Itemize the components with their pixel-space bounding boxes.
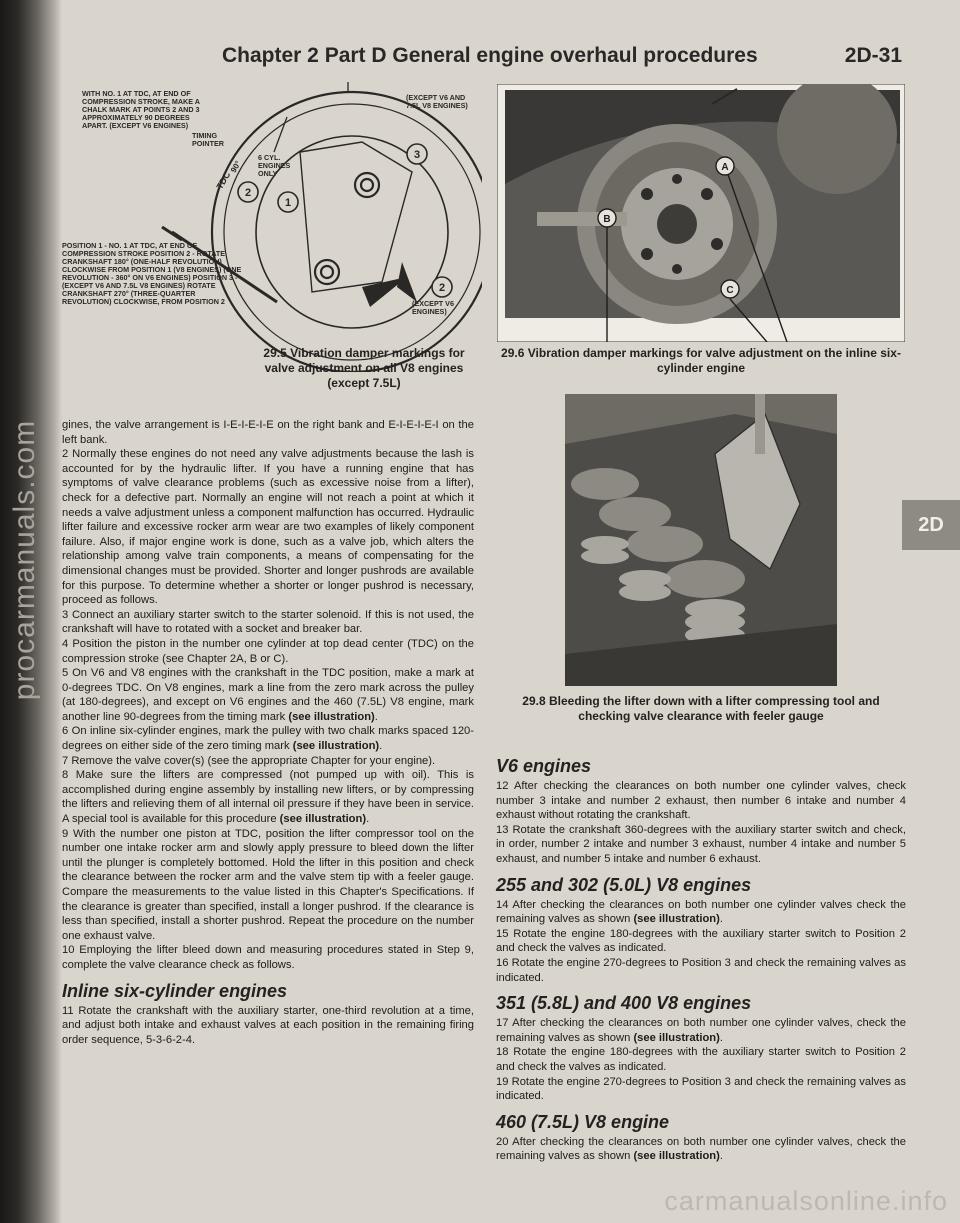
tdc-mark: TDC: [214, 169, 233, 192]
figure-29-6-photo: [497, 84, 905, 342]
section-heading-351-400: 351 (5.8L) and 400 V8 engines: [496, 993, 752, 1014]
section-heading-inline-six: Inline six-cylinder engines: [62, 980, 288, 1001]
paragraph: 6 On inline six-cylinder engines, mark the pulley with two chalk marks spaced 120-degrees on either side of the zero timing mark (see illustration).: [62, 725, 474, 753]
left-text-column: [62, 418, 474, 1047]
inline-six-damper-photo: [497, 84, 905, 342]
label-timing-pointer: TIMING POINTER: [192, 131, 224, 148]
caption-29-5: 29.5 Vibration damper markings for valve adjustment on all V8 engines (except 7.5L): [263, 346, 465, 390]
paragraph: 17 After checking the clearances on both number one cylinder valves, check the remaining valves as shown (see illustration).: [496, 1017, 906, 1044]
chapter-title: Chapter 2 Part D General engine overhaul procedures: [222, 44, 758, 67]
paragraph: 19 Rotate the engine 270-degrees to Position 3 and check the remaining valves as indicated.: [496, 1075, 906, 1103]
paragraph: 2 Normally these engines do not need any valve adjustments because the lash is accounted for by the hydraulic lifter. If you have a running engine that has symptoms of valve clearance problems (such as excessive noise from a lifter), check for a defective part. Normally an engine will not reach a point at which it needs a valve adjustment unless a component malfunction has occurred. Hydraulic lifter failure and excessive rocker arm wear are two examples of likely component failure. Also, if major engine work is done, such as a valve job, which alters the relationship among valve train components, a means of compensating for the dimensional changes must be provided. Shorter and longer pushrods are available for this purpose. To determine whether a shorter or longer pushrod is necessary, proceed as follows.: [62, 448, 474, 607]
right-text-column: [496, 748, 906, 1164]
paragraph: gines, the valve arrangement is I-E-I-E-I-E on the right bank and E-I-E-I-E-I on the left bank.: [62, 419, 474, 446]
bottom-watermark: carmanualsonline.info: [664, 1186, 948, 1216]
label-6-cyl-only: 6 CYL. ENGINES ONLY: [258, 153, 291, 178]
page-header: [222, 44, 902, 68]
figure-29-5-diagram: [62, 82, 482, 372]
marker-a: A: [721, 162, 729, 173]
paragraph: 4 Position the piston in the number one cylinder at top dead center (TDC) on the compression stroke (see Chapter 2A, B or C).: [62, 637, 474, 665]
paragraph: 5 On V6 and V8 engines with the crankshaft in the TDC position, make a mark at 0-degrees TDC. On V8 engines, mark a line from the zero mark across the pulley (at 180-degrees), and except on V6 engines and the 460 (7.5L) V8 engine, mark another line 90-degrees from the timing mark (see illustration).: [62, 667, 474, 723]
marker-c: C: [726, 285, 734, 296]
section-tab-2d: 2D: [902, 500, 960, 550]
paragraph: 16 Rotate the engine 270-degrees to Position 3 and check the remaining valves as indicated.: [496, 956, 906, 984]
section-heading-460: 460 (7.5L) V8 engine: [496, 1111, 670, 1132]
label-positions: POSITION 1 - NO. 1 AT TDC, AT END OF COMPRESSION STROKE POSITION 2 - ROTATE CRANKSHAFT 180° (ONE-HALF REVOLUTION) CLOCKWISE FROM POSITION 1 (V8 ENGINES) (ONE REVOLUTION - 360° ON V6 ENGINES) POSITION 3 - (EXCEPT V6 AND 7.5L V8 ENGINES) ROTATE CRANKSHAFT 270° (THREE-QUARTER REVOLUTION) CLOCKWISE, FROM POSITION 2: [62, 241, 242, 306]
section-heading-v6: V6 engines: [496, 756, 592, 776]
paragraph: 3 Connect an auxiliary starter switch to the starter solenoid. If this is not used, the crankshaft will have to rotated with a socket and breaker bar.: [62, 608, 474, 636]
paragraph: 13 Rotate the crankshaft 360-degrees with the auxiliary starter switch and check, in order, number 2 intake and number 3 exhaust, number 4 intake and number 5 exhaust, and number 5 intake and number 6 exhaust.: [496, 823, 906, 865]
paragraph: 11 Rotate the crankshaft with the auxiliary starter, one-third revolution at a time, and adjust both intake and exhaust valves at each position in the remaining firing order sequence, 5-3-6-2-4.: [62, 1004, 474, 1046]
paragraph: 8 Make sure the lifters are compressed (not pumped up with oil). This is accomplished during engine assembly by installing new lifters, or by compressing the lifters and relieving them of all internal oil pressure if they have been in service. A special tool is available for this procedure (see illustration).: [62, 769, 474, 826]
caption-29-6: 29.6 Vibration damper markings for valve adjustment on the inline six-cylinder engine: [501, 346, 901, 375]
label-except-v6-7-5l: (EXCEPT V6 AND 7.5L V8 ENGINES): [406, 93, 468, 110]
page-number: 2D-31: [844, 44, 902, 67]
label-except-v6: (EXCEPT V6 ENGINES): [412, 299, 454, 316]
paragraph: 12 After checking the clearances on both number one cylinder valves, check number 3 intake and number 2 exhaust, then number 6 intake and number 4 exhaust without rotating the crankshaft.: [496, 780, 906, 822]
side-watermark: procarmanuals.com: [8, 419, 41, 701]
paragraph: 18 Rotate the engine 180-degrees with the auxiliary starter switch to Position 2 and check the valves as indicated.: [496, 1046, 906, 1073]
caption-29-8: 29.8 Bleeding the lifter down with a lifter compressing tool and checking valve clearance with feeler gauge: [522, 694, 880, 723]
paragraph: 7 Remove the valve cover(s) (see the appropriate Chapter for your engine).: [62, 754, 436, 767]
marker-1: 1: [284, 197, 292, 209]
lifter-compressing-tool-photo: [565, 394, 837, 686]
paragraph: 20 After checking the clearances on both number one cylinder valves, check the remaining valves as shown (see illustration).: [496, 1135, 906, 1163]
paragraph: 15 Rotate the engine 180-degrees with the auxiliary starter switch to Position 2 and check the valves as indicated.: [496, 927, 906, 955]
marker-2: 2: [244, 187, 252, 199]
ninety-degree-mark: 90°: [228, 159, 243, 175]
marker-3: 3: [413, 149, 421, 161]
label-chalk-marks: WITH NO. 1 AT TDC, AT END OF COMPRESSION STROKE, MAKE A CHALK MARK AT POINTS 2 AND 3 APPROXIMATELY 90 DEGREES APART. (EXCEPT V6 ENGINES): [82, 89, 200, 130]
section-heading-255-302: 255 and 302 (5.0L) V8 engines: [496, 874, 752, 895]
marker-b: B: [603, 214, 611, 225]
paragraph: 14 After checking the clearances on both number one cylinder valves check the remaining valves as shown (see illustration).: [496, 898, 906, 926]
paragraph: 10 Employing the lifter bleed down and measuring procedures stated in Step 9, complete the valve clearance check as follows.: [62, 944, 474, 971]
marker-2-lower: 2: [438, 282, 446, 294]
paragraph: 9 With the number one piston at TDC, position the lifter compressor tool on the number one intake rocker arm and slowly apply pressure to bleed down the lifter until the plunger is completely bottomed. Hold the lifter in this position and check the clearance between the rocker arm and the valve stem tip with a feeler gauge. Compare the measurements to the value listed in this Chapter's Specifications. If the clearance is greater than specified, install a longer pushrod. If the clearance is less than specified, install a shorter pushrod. Repeat the procedure on the number one exhaust valve.: [62, 827, 474, 942]
figure-29-8-photo: [565, 394, 837, 686]
